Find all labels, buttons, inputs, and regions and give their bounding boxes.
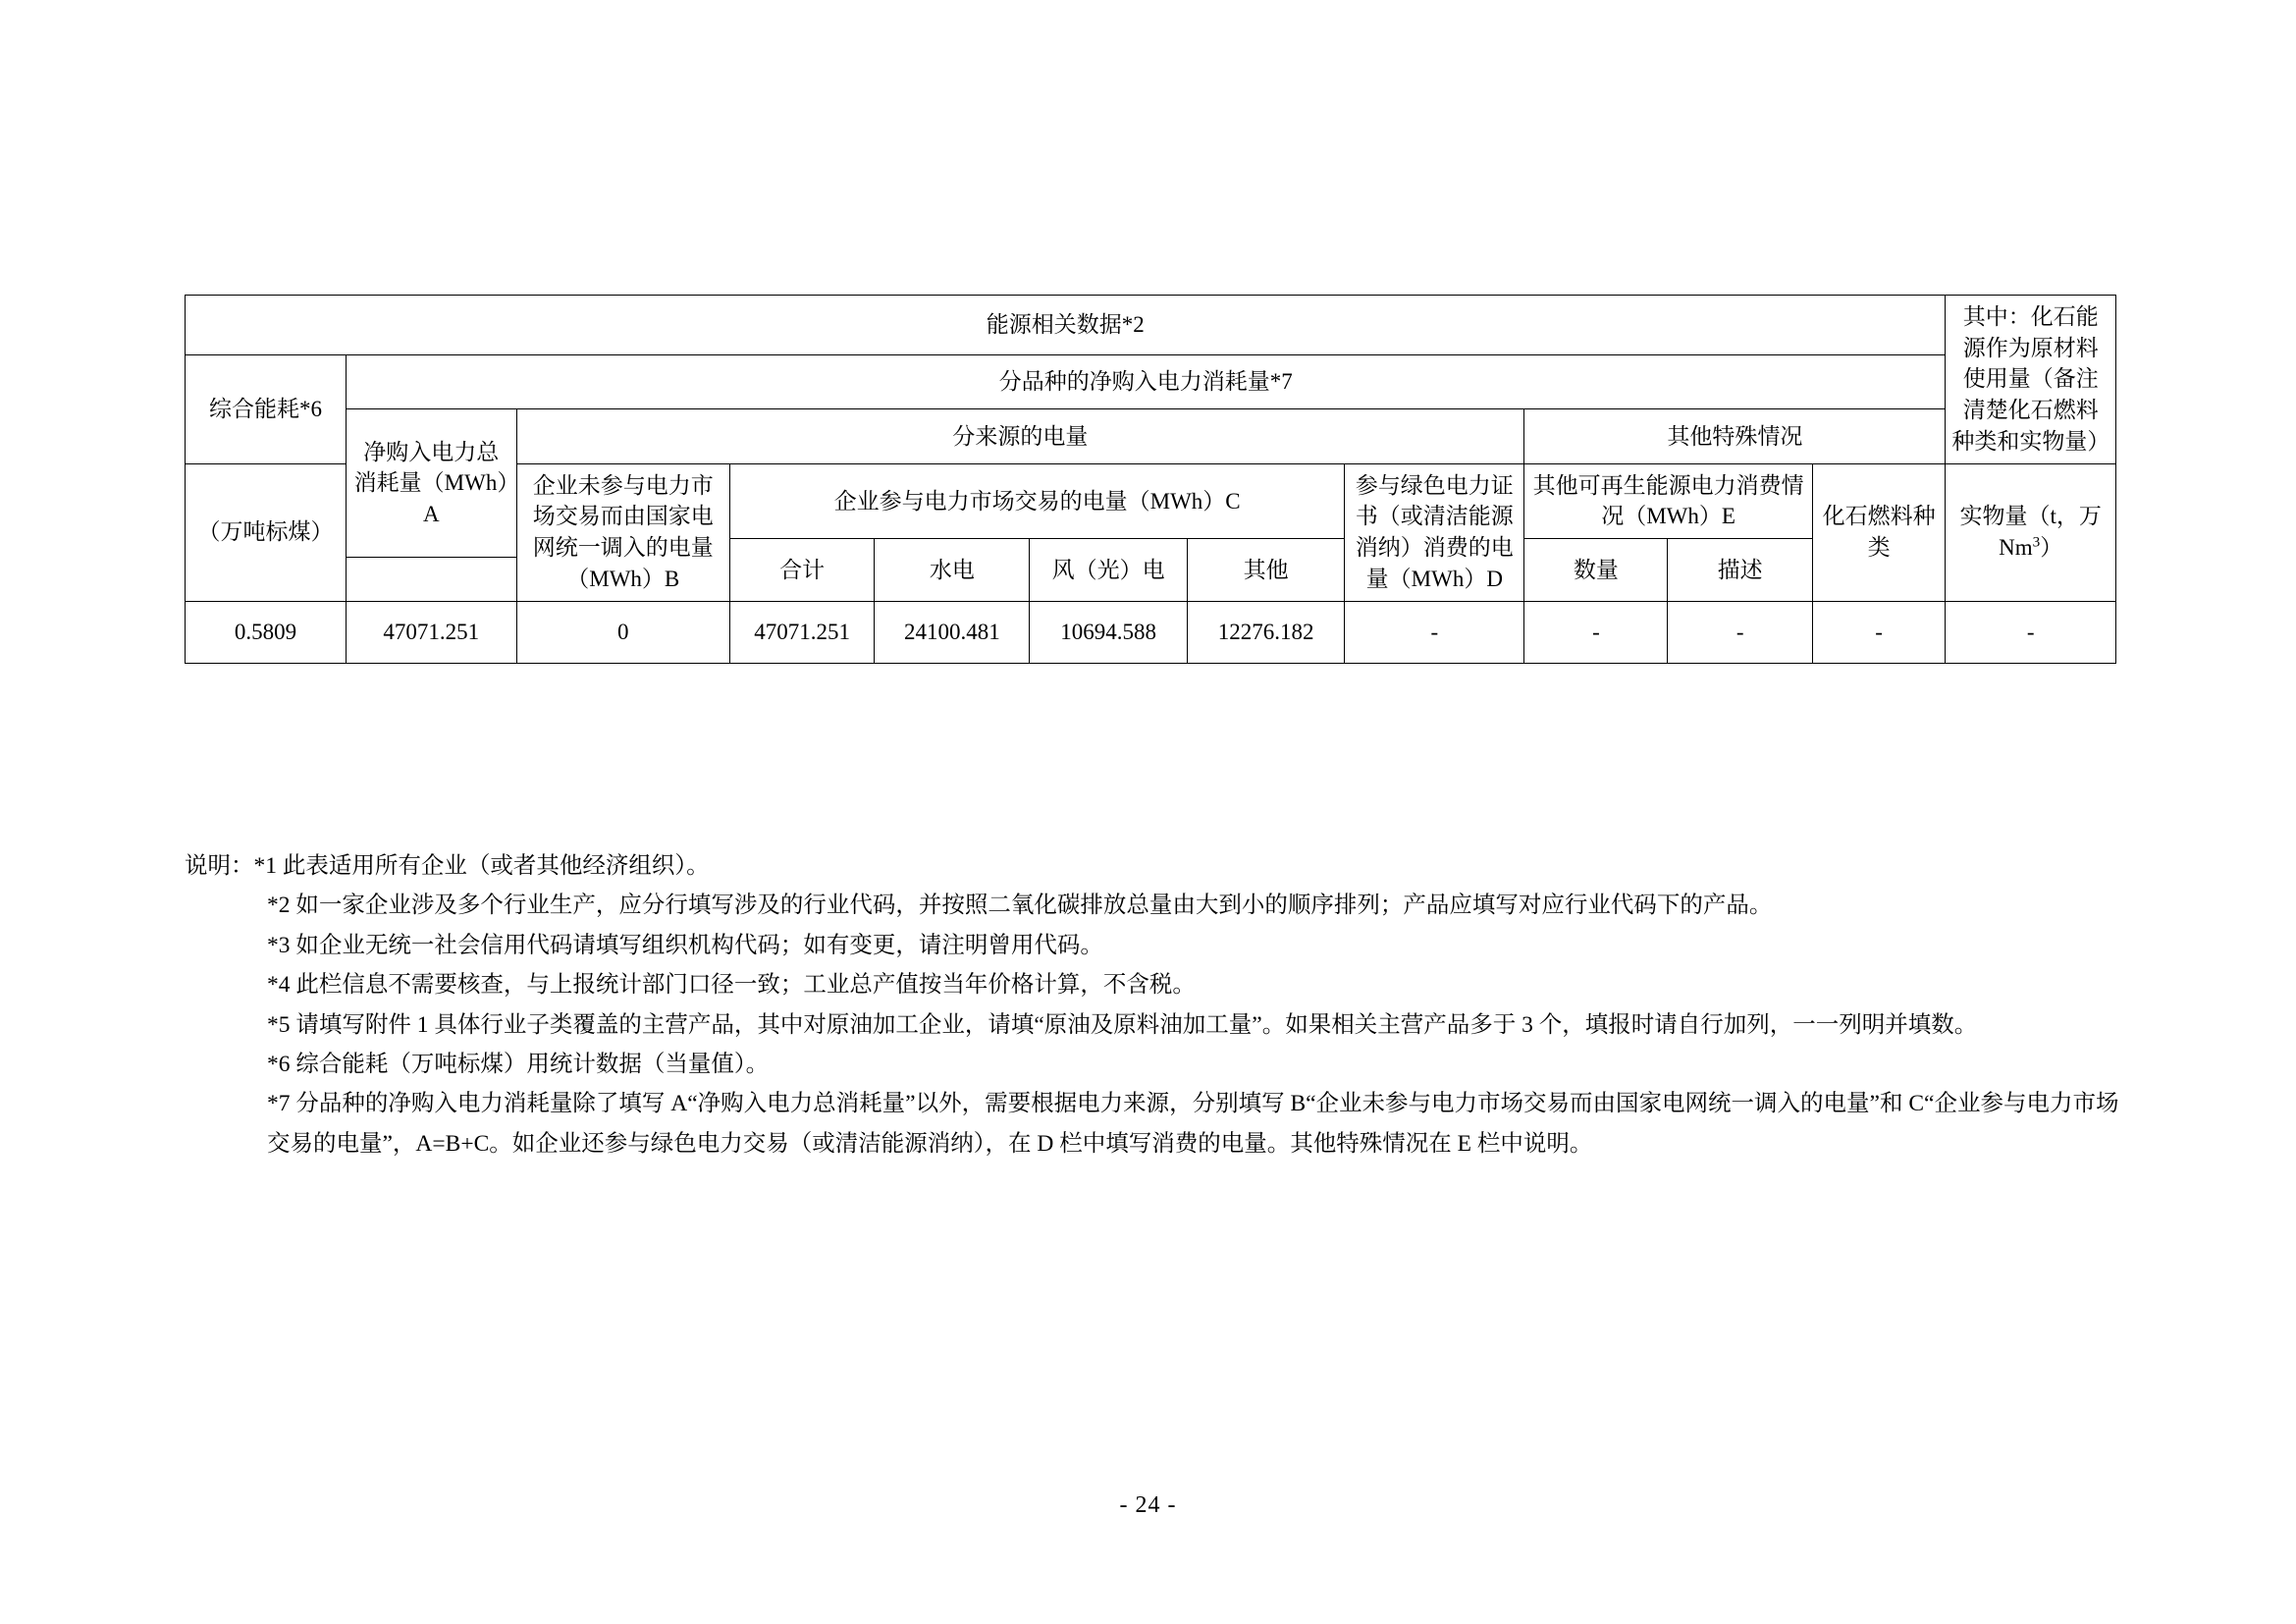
note-7: *7 分品种的净购入电力消耗量除了填写 A“净购入电力总消耗量”以外，需要根据电力来源，分别填写 B“企业未参与电力市场交易而由国家电网统一调入的电量”和 C“企业参与电力市场交易的电量”，A=B+C。如企业还参与绿色电力交易（或清洁能源消纳），在 D 栏中填写消费的电量。其他特殊情况在 E 栏中说明。 — [267, 1091, 2119, 1157]
header-physical-quantity — [1946, 463, 2116, 601]
header-market-trade-c: 企业参与电力市场交易的电量（MWh）C — [730, 463, 1345, 538]
header-fossil-fuel-type: 化石燃料种类 — [1812, 463, 1946, 601]
cell-wind-solar: 10694.588 — [1030, 601, 1187, 663]
cell-quantity: - — [1524, 601, 1668, 663]
cell-green-certificate-d: - — [1345, 601, 1524, 663]
header-energy-related-data: 能源相关数据*2 — [186, 296, 1946, 355]
cell-market-total: 47071.251 — [730, 601, 875, 663]
note-5: *5 请填写附件 1 具体行业子类覆盖的主营产品，其中对原油加工企业，请填“原油及原料油加工量”。如果相关主营产品多于 3 个，填报时请自行加列，一一列明并填数。 — [267, 1011, 1978, 1038]
header-green-certificate-d: 参与绿色电力证书（或清洁能源消纳）消费的电量（MWh）D — [1345, 463, 1524, 601]
header-net-purchase-total: 净购入电力总消耗量（MWh）A — [347, 409, 517, 558]
header-description: 描述 — [1668, 539, 1812, 601]
note-4: *4 此栏信息不需要核查，与上报统计部门口径一致；工业总产值按当年价格计算，不含税。 — [267, 972, 1196, 999]
cell-fossil-fuel-type: - — [1812, 601, 1946, 663]
cell-description: - — [1668, 601, 1812, 663]
page-number: - 24 - — [1119, 1492, 1177, 1518]
energy-data-table-container — [185, 295, 2116, 664]
header-physical-quantity-tail: ） — [2040, 535, 2063, 561]
table-row-header-2 — [186, 355, 2116, 409]
note-3: *3 如企业无统一社会信用代码请填写组织机构代码；如有变更，请注明曾用代码。 — [267, 932, 1103, 958]
page-footer — [0, 1492, 2296, 1519]
note-1: 说明：*1 此表适用所有企业（或者其他经济组织）。 — [185, 853, 710, 879]
header-comprehensive-energy: 综合能耗*6 — [186, 355, 347, 464]
header-by-type-net-purchase: 分品种的净购入电力消耗量*7 — [347, 355, 1946, 409]
cell-net-purchase-total: 47071.251 — [347, 601, 517, 663]
note-6: *6 综合能耗（万吨标煤）用统计数据（当量值）。 — [267, 1052, 770, 1078]
cell-other-source: 12276.182 — [1187, 601, 1344, 663]
energy-data-table — [185, 295, 2116, 664]
cell-grid-unified-b: 0 — [516, 601, 729, 663]
header-other-renewable-e: 其他可再生能源电力消费情况（MWh）E — [1524, 463, 1813, 538]
cell-comprehensive-energy: 0.5809 — [186, 601, 347, 663]
table-row-group-header — [186, 296, 2116, 355]
header-group-special-cases: 其他特殊情况 — [1524, 409, 1946, 463]
header-other-source: 其他 — [1187, 539, 1344, 601]
header-market-total: 合计 — [730, 539, 875, 601]
note-2: *2 如一家企业涉及多个行业生产，应分行填写涉及的行业代码，并按照二氧化碳排放总量由大到小的顺序排列；产品应填写对应行业代码下的产品。 — [267, 893, 1773, 919]
header-physical-quantity-exponent: 3 — [2032, 533, 2041, 551]
cell-hydro: 24100.481 — [875, 601, 1030, 663]
header-wind-solar: 风（光）电 — [1030, 539, 1187, 601]
header-grid-unified-b: 企业未参与电力市场交易而由国家电网统一调入的电量（MWh）B — [516, 463, 729, 601]
header-physical-quantity-text: 实物量（t，万 Nm — [1959, 504, 2102, 561]
header-group-by-source: 分来源的电量 — [516, 409, 1524, 463]
table-row — [186, 601, 2116, 663]
header-hydro: 水电 — [875, 539, 1030, 601]
table-notes — [185, 846, 2128, 1164]
header-fossil-material-use: 其中：化石能源作为原材料使用量（备注清楚化石燃料种类和实物量） — [1946, 296, 2116, 464]
header-quantity: 数量 — [1524, 539, 1668, 601]
header-comprehensive-unit: （万吨标煤） — [186, 463, 347, 601]
cell-physical-quantity: - — [1946, 601, 2116, 663]
table-row-header-3 — [186, 409, 2116, 463]
